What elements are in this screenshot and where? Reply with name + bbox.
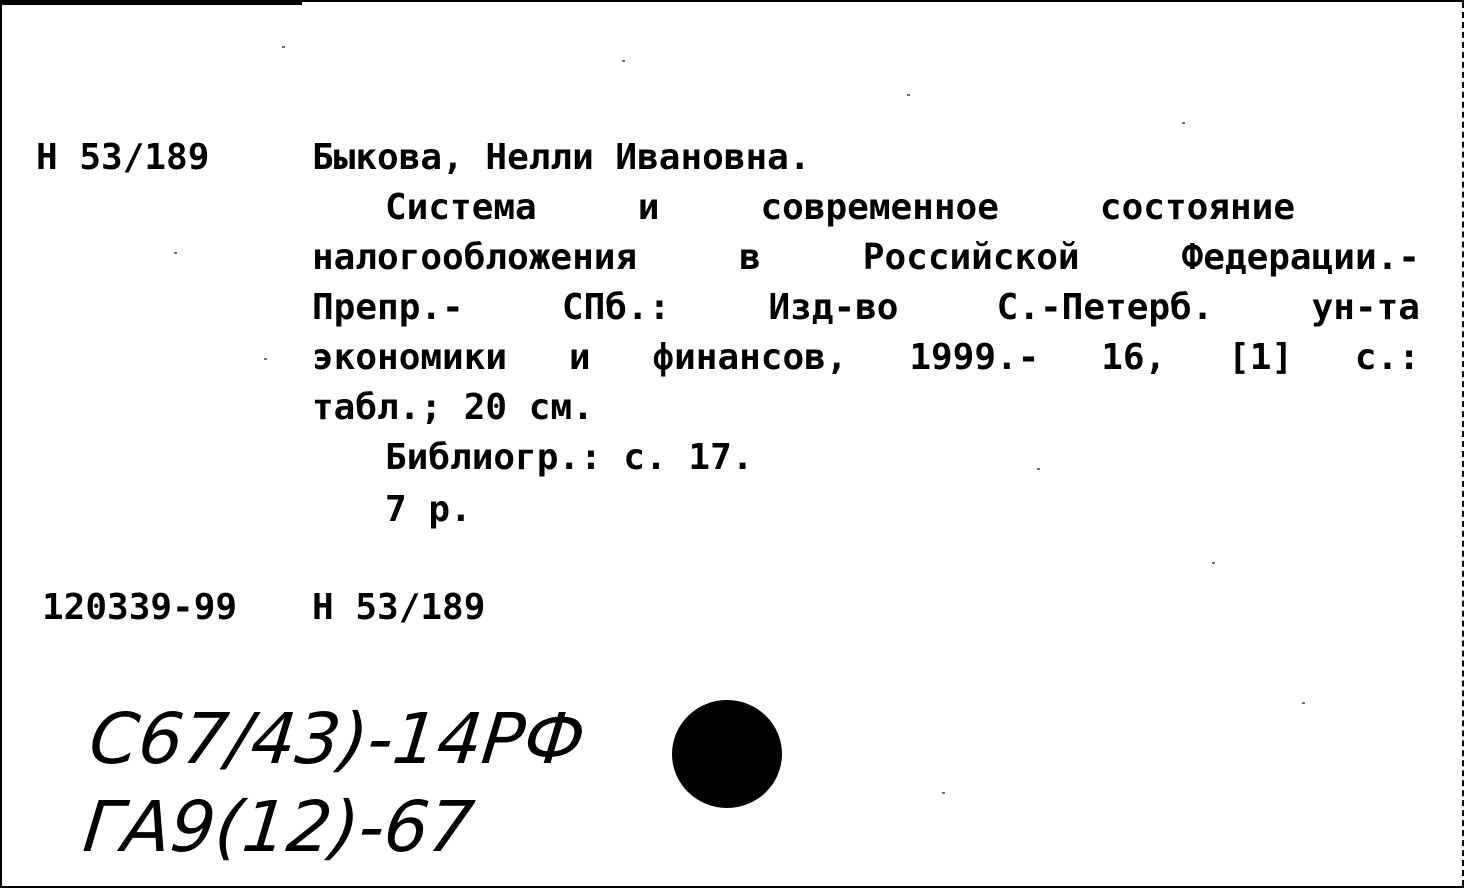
card-right-edge <box>1460 2 1464 886</box>
imprint-word: 16, <box>1101 337 1167 378</box>
imprint-word: Изд-во <box>768 287 899 328</box>
author-heading: Быкова, Нелли Ивановна. <box>312 137 811 178</box>
title-word: Федерации.- <box>1181 237 1420 278</box>
scan-speck <box>1037 468 1040 470</box>
scan-speck <box>622 60 625 62</box>
imprint-word: [1] <box>1228 337 1294 378</box>
imprint-word: финансов, <box>652 337 848 378</box>
title-line-4 <box>312 337 1420 378</box>
call-number-bottom: Н 53/189 <box>312 587 486 628</box>
title-word: состояние <box>1099 187 1295 228</box>
title-line-2 <box>312 237 1420 278</box>
price: 7 р. <box>385 489 472 530</box>
title-word: Российской <box>862 237 1080 278</box>
bibliography-note: Библиогр.: с. 17. <box>385 437 754 478</box>
call-number: Н 53/189 <box>36 137 210 178</box>
imprint-word: с.: <box>1354 337 1420 378</box>
scan-speck <box>1182 122 1185 124</box>
scan-speck <box>1302 702 1305 704</box>
scan-speck <box>264 358 267 360</box>
imprint-word: СПб.: <box>561 287 671 328</box>
title-line-3 <box>312 287 1420 328</box>
imprint-word: С.-Петерб. <box>996 287 1214 328</box>
scan-speck <box>942 792 945 794</box>
title-word: современное <box>760 187 999 228</box>
handwritten-classification-1: С67/43)-14РФ <box>85 698 590 780</box>
imprint-word: и <box>568 337 591 378</box>
scan-speck <box>282 46 285 48</box>
scan-speck <box>1212 562 1215 564</box>
imprint-word: Препр.- <box>312 287 464 328</box>
handwritten-classification-2: ГА9(12)-67 <box>79 786 478 868</box>
imprint-word: 1999.- <box>909 337 1040 378</box>
title-word: в <box>739 237 761 278</box>
accession-number: 120339-99 <box>42 587 238 628</box>
title-word: Система <box>385 187 537 228</box>
scan-speck <box>174 252 177 254</box>
imprint-word: экономики <box>312 337 508 378</box>
title-word: налогообложения <box>312 237 638 278</box>
physical-description: табл.; 20 см. <box>312 387 594 428</box>
title-word: и <box>637 187 660 228</box>
title-line-1 <box>385 187 1295 228</box>
punch-hole <box>672 700 782 808</box>
top-edge-mark <box>2 2 302 5</box>
imprint-word: ун-та <box>1311 287 1420 328</box>
scan-speck <box>907 94 910 96</box>
